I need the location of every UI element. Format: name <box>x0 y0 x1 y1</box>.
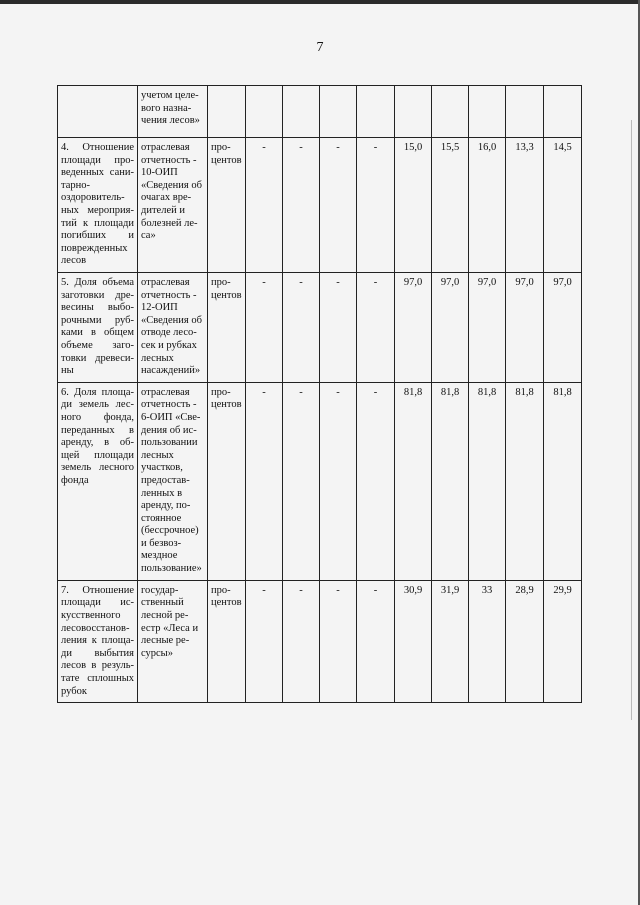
page-top-edge <box>0 0 640 4</box>
value-cell: 31,9 <box>432 580 469 702</box>
table-row <box>58 273 582 383</box>
unit-cell: про-центов <box>208 138 246 273</box>
value-cell: 81,8 <box>506 382 544 580</box>
value-cell: - <box>357 580 395 702</box>
value-cell: - <box>320 273 357 383</box>
value-cell: 97,0 <box>432 273 469 383</box>
value-cell <box>357 86 395 138</box>
source-cell: учетом целе-вого назна-чения лесов» <box>138 86 208 138</box>
value-cell: 97,0 <box>469 273 506 383</box>
indicator-name-cell: 4. Отношение площади про-веденных сани-тарно-оздоровитель-ных мероприя-тий к площади погибших и поврежденных лесов <box>58 138 138 273</box>
value-cell: 33 <box>469 580 506 702</box>
source-cell: отраслевая отчетность - 10-ОИП «Сведения об очагах вре-дителей и болезней ле-са» <box>138 138 208 273</box>
unit-cell <box>208 86 246 138</box>
source-cell: государ-ственный лесной ре-естр «Леса и лесные ре-сурсы» <box>138 580 208 702</box>
table-row <box>58 580 582 702</box>
value-cell: - <box>246 273 283 383</box>
value-cell: - <box>357 138 395 273</box>
value-cell: - <box>357 273 395 383</box>
value-cell: 97,0 <box>506 273 544 383</box>
source-cell: отраслевая отчетность - 6-ОИП «Све-дения об ис-пользовании лесных участков, предостав-ленных в аренду, по-стоянное (бессрочное) и безвоз-мездное пользование» <box>138 382 208 580</box>
value-cell <box>320 86 357 138</box>
value-cell: 81,8 <box>395 382 432 580</box>
scan-shadow-line <box>631 120 632 720</box>
value-cell: - <box>320 382 357 580</box>
value-cell: - <box>283 382 320 580</box>
value-cell: - <box>246 382 283 580</box>
indicator-name-cell: 5. Доля объема заготовки дре-весины выбо-рочными руб-ками в общем объеме заго-товки древеси-ны <box>58 273 138 383</box>
value-cell <box>544 86 582 138</box>
unit-cell: про-центов <box>208 273 246 383</box>
value-cell: 30,9 <box>395 580 432 702</box>
value-cell: 29,9 <box>544 580 582 702</box>
source-cell: отраслевая отчетность - 12-ОИП «Сведения об отводе лесо-сек и рубках лесных насаждений» <box>138 273 208 383</box>
value-cell: - <box>283 138 320 273</box>
value-cell: - <box>357 382 395 580</box>
table-row <box>58 86 582 138</box>
value-cell <box>283 86 320 138</box>
value-cell: 16,0 <box>469 138 506 273</box>
value-cell: - <box>246 138 283 273</box>
value-cell <box>506 86 544 138</box>
unit-cell: про-центов <box>208 382 246 580</box>
table-row <box>58 138 582 273</box>
value-cell: 28,9 <box>506 580 544 702</box>
page-number: 7 <box>316 40 324 55</box>
value-cell <box>469 86 506 138</box>
value-cell <box>395 86 432 138</box>
value-cell: 14,5 <box>544 138 582 273</box>
value-cell: 97,0 <box>544 273 582 383</box>
value-cell: - <box>246 580 283 702</box>
value-cell: 81,8 <box>544 382 582 580</box>
indicator-name-cell <box>58 86 138 138</box>
value-cell: 81,8 <box>469 382 506 580</box>
indicators-table <box>57 85 582 703</box>
indicator-name-cell: 7. Отношение площади ис-кусственного лесовосстанов-ления к площа-ди выбытия лесов в резуль-тате сплошных рубок <box>58 580 138 702</box>
value-cell: 97,0 <box>395 273 432 383</box>
value-cell: 81,8 <box>432 382 469 580</box>
value-cell: 15,0 <box>395 138 432 273</box>
value-cell <box>246 86 283 138</box>
unit-cell: про-центов <box>208 580 246 702</box>
value-cell <box>432 86 469 138</box>
value-cell: - <box>320 138 357 273</box>
value-cell: 15,5 <box>432 138 469 273</box>
value-cell: - <box>283 580 320 702</box>
indicator-name-cell: 6. Доля площа-ди земель лес-ного фонда, переданных в аренду, в об-щей площади земель лесного фонда <box>58 382 138 580</box>
value-cell: 13,3 <box>506 138 544 273</box>
value-cell: - <box>320 580 357 702</box>
value-cell: - <box>283 273 320 383</box>
table-row <box>58 382 582 580</box>
